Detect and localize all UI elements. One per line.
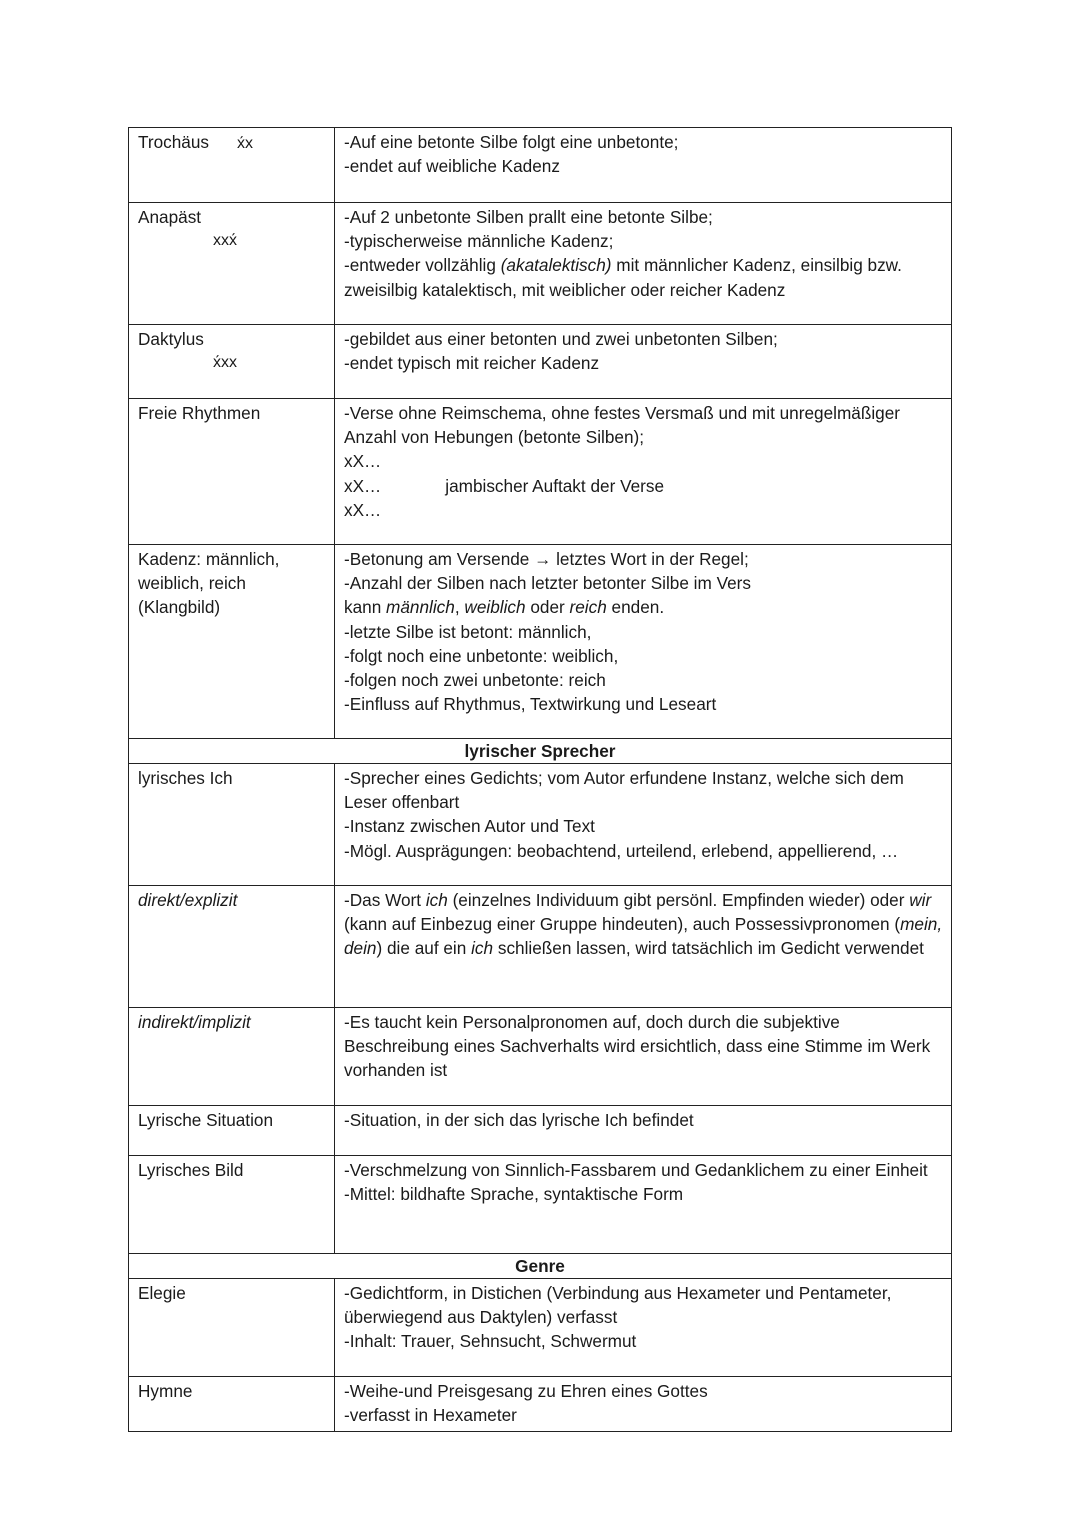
term-label: Elegie xyxy=(138,1283,186,1303)
term-cell xyxy=(129,1279,335,1377)
term-row xyxy=(129,1377,952,1432)
definition-line: xX… xyxy=(344,499,382,520)
definition-line: -Instanz zwischen Autor und Text xyxy=(344,816,595,837)
definition-line xyxy=(344,595,943,619)
definition-line: -Sprecher eines Gedichts; vom Autor erfundene Instanz, welche sich dem Leser offenbart xyxy=(344,768,904,813)
term-cell xyxy=(129,399,335,545)
emphasis-text: reich xyxy=(569,597,607,618)
definition-line: -Weihe-und Preisgesang zu Ehren eines Gottes xyxy=(344,1381,708,1401)
definition-line: -gebildet aus einer betonten und zwei unbetonten Silben; xyxy=(344,329,778,349)
definition-line: xX… xyxy=(344,451,382,472)
section-header: Genre xyxy=(129,1254,952,1279)
emphasis-text: männlich xyxy=(386,597,455,618)
term-label: Daktylus xyxy=(138,329,204,349)
definition-line: -Inhalt: Trauer, Sehnsucht, Schwermut xyxy=(344,1331,637,1352)
definition-cell xyxy=(335,1156,952,1254)
text-segment: oder xyxy=(525,597,570,618)
term-cell xyxy=(129,886,335,1008)
definition-cell xyxy=(335,1377,952,1432)
emphasis-text: (akatalektisch) xyxy=(500,255,612,276)
definition-cell xyxy=(335,1008,952,1106)
definition-cell xyxy=(335,764,952,886)
emphasis-text: ich xyxy=(471,938,494,959)
glossary-table-body xyxy=(129,128,952,1432)
term-cell xyxy=(129,128,335,203)
definition-line: -letzte Silbe ist betont: männlich, xyxy=(344,621,592,642)
term-label: Anapäst xyxy=(138,207,202,227)
text-segment: enden. xyxy=(606,597,665,618)
definition-line xyxy=(344,474,943,498)
definition-line: -Gedichtform, in Distichen (Verbindung aus Hexameter und Pentameter, überwiegend aus Daktylen) verfasst xyxy=(344,1283,892,1328)
term-label: Trochäus xyxy=(138,132,210,152)
section-header-row xyxy=(129,739,952,764)
emphasis-text: weiblich xyxy=(464,597,526,618)
emphasis-text: wir xyxy=(909,890,932,910)
definition-cell xyxy=(335,128,952,203)
term-label: Kadenz: männlich, weiblich, reich (Klangbild) xyxy=(138,549,280,618)
term-row xyxy=(129,203,952,325)
text-segment: schließen lassen, wird tatsächlich im Gedicht verwendet xyxy=(493,938,924,959)
meter-notation: x́x xyxy=(237,135,254,152)
definition-line: -Einfluss auf Rhythmus, Textwirkung und Leseart xyxy=(344,694,717,715)
term-row xyxy=(129,1156,952,1254)
term-row xyxy=(129,1279,952,1377)
definition-line: -Verse ohne Reimschema, ohne festes Versmaß und mit unregelmäßiger Anzahl von Hebungen (betonte Silben); xyxy=(344,403,900,448)
term-label: indirekt/implizit xyxy=(138,1012,251,1032)
term-label: lyrisches Ich xyxy=(138,768,233,788)
term-row xyxy=(129,325,952,399)
glossary-table xyxy=(128,127,952,1432)
definition-cell xyxy=(335,203,952,325)
definition-line: -folgen noch zwei unbetonte: reich xyxy=(344,670,606,691)
definition-line xyxy=(344,888,943,961)
definition-line: -Auf 2 unbetonte Silben prallt eine betonte Silbe; xyxy=(344,207,713,227)
definition-line: -folgt noch eine unbetonte: weiblich, xyxy=(344,645,619,666)
text-segment: (kann auf Einbezug einer Gruppe hindeuten), auch Possessivpronomen ( xyxy=(344,914,901,935)
definition-cell xyxy=(335,1279,952,1377)
term-row xyxy=(129,1008,952,1106)
term-row xyxy=(129,764,952,886)
definition-line: -Situation, in der sich das lyrische Ich befindet xyxy=(344,1110,694,1130)
section-header: lyrischer Sprecher xyxy=(129,739,952,764)
definition-line: -endet auf weibliche Kadenz xyxy=(344,156,560,177)
text-segment: kann xyxy=(344,597,387,618)
definition-line xyxy=(344,253,943,301)
term-cell xyxy=(129,1156,335,1254)
term-row xyxy=(129,886,952,1008)
definition-cell xyxy=(335,545,952,739)
term-label: Lyrisches Bild xyxy=(138,1160,244,1180)
term-cell xyxy=(129,1106,335,1156)
term-cell xyxy=(129,1008,335,1106)
term-row xyxy=(129,128,952,203)
definition-line: -Mögl. Ausprägungen: beobachtend, urteilend, erlebend, appellierend, … xyxy=(344,840,899,861)
text-segment: xX… xyxy=(344,475,382,496)
text-segment: (einzelnes Individuum gibt persönl. Empfinden wieder) oder xyxy=(447,890,910,910)
definition-line: -Es taucht kein Personalpronomen auf, doch durch die subjektive Beschreibung eines Sachverhalts wird ersichtlich, dass eine Stimme im Werk vorhanden ist xyxy=(344,1012,931,1081)
text-segment: , xyxy=(454,597,465,618)
definition-line: -Betonung am Versende → letztes Wort in der Regel; xyxy=(344,549,749,569)
term-cell xyxy=(129,545,335,739)
definition-cell xyxy=(335,1106,952,1156)
term-cell xyxy=(129,325,335,399)
annotation-text: jambischer Auftakt der Verse xyxy=(445,475,665,496)
term-label: Lyrische Situation xyxy=(138,1110,274,1130)
definition-cell xyxy=(335,325,952,399)
term-label: Hymne xyxy=(138,1381,193,1401)
meter-notation: x́xx xyxy=(213,354,237,372)
text-segment: -entweder vollzählig xyxy=(344,255,501,276)
section-header-row xyxy=(129,1254,952,1279)
term-cell xyxy=(129,203,335,325)
definition-cell xyxy=(335,886,952,1008)
definition-line: -Verschmelzung von Sinnlich-Fassbarem und Gedanklichem zu einer Einheit xyxy=(344,1160,928,1180)
emphasis-text: mein, dein xyxy=(344,914,943,959)
term-row xyxy=(129,399,952,545)
text-segment: ) die auf ein xyxy=(376,938,472,959)
definition-line: -verfasst in Hexameter xyxy=(344,1405,517,1426)
definition-line: -typischerweise männliche Kadenz; xyxy=(344,231,614,252)
term-cell xyxy=(129,1377,335,1432)
definition-line: -Auf eine betonte Silbe folgt eine unbetonte; xyxy=(344,132,679,152)
term-label: direkt/explizit xyxy=(138,890,238,910)
definition-line: -Mittel: bildhafte Sprache, syntaktische Form xyxy=(344,1184,684,1205)
text-segment: -Das Wort xyxy=(344,890,426,910)
term-cell xyxy=(129,764,335,886)
emphasis-text: ich xyxy=(425,890,448,910)
term-row xyxy=(129,545,952,739)
text-segment: mit männlicher Kadenz, einsilbig bzw. zweisilbig katalektisch, mit weiblicher oder reicher Kadenz xyxy=(344,255,902,300)
meter-notation: xxx́ xyxy=(213,232,237,250)
term-row xyxy=(129,1106,952,1156)
definition-line: -Anzahl der Silben nach letzter betonter Silbe im Vers xyxy=(344,573,751,594)
definition-cell xyxy=(335,399,952,545)
definition-line: -endet typisch mit reicher Kadenz xyxy=(344,353,600,374)
term-label: Freie Rhythmen xyxy=(138,403,261,423)
